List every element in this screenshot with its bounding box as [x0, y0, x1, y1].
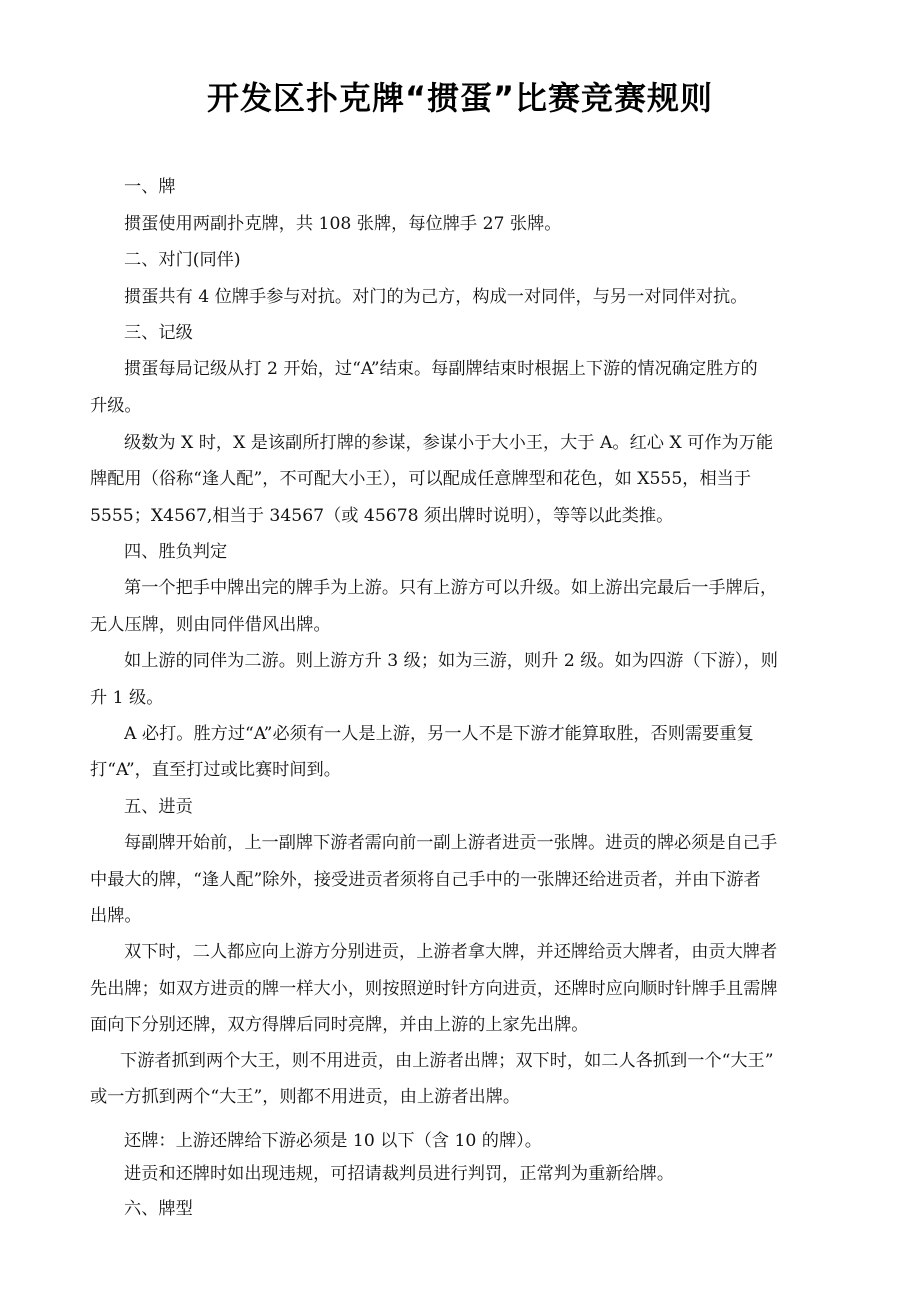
text-line: 双下时，二人都应向上游方分别进贡，上游者拿大牌，并还牌给贡大牌者，由贡大牌者	[124, 942, 778, 962]
text-line: 面向下分别还牌，双方得牌后同时亮牌，并由上游的上家先出牌。	[90, 1015, 589, 1035]
text-line: 掼蛋使用两副扑克牌，共 108 张牌，每位牌手 27 张牌。	[124, 214, 562, 234]
heading-card-types: 六、牌型	[124, 1199, 193, 1219]
text-line: 第一个把手中牌出完的牌手为上游。只有上游方可以升级。如上游出完最后一手牌后，	[124, 578, 778, 598]
text-line: 出牌。	[90, 906, 142, 926]
document-title: 开发区扑克牌“掼蛋”比赛竞赛规则	[206, 79, 714, 117]
heading-partner: 二、对门(同伴)	[124, 250, 241, 270]
text-line: 还牌：上游还牌给下游必须是 10 以下（含 10 的牌）。	[124, 1131, 542, 1151]
text-line: 下游者抓到两个大王，则不用进贡，由上游者出牌；双下时，如二人各抓到一个“大王”	[120, 1051, 774, 1071]
text-line: 掼蛋共有 4 位牌手参与对抗。对门的为己方，构成一对同伴，与另一对同伴对抗。	[124, 287, 748, 307]
text-line: 进贡和还牌时如出现违规，可招请裁判员进行判罚，正常判为重新给牌。	[124, 1164, 675, 1184]
text-line: 级数为 X 时，X 是该副所打牌的参谋，参谋小于大小王，大于 A。红心 X 可作为万能	[124, 433, 774, 453]
text-line: 先出牌；如双方进贡的牌一样大小，则按照逆时针方向进贡，还牌时应向顺时针牌手且需牌	[90, 979, 778, 999]
text-line: 升 1 级。	[90, 688, 164, 708]
text-line: A 必打。胜方过“A”必须有一人是上游，另一人不是下游才能算取胜，否则需要重复	[124, 724, 754, 744]
text-line: 如上游的同伴为二游。则上游方升 3 级；如为三游，则升 2 级。如为四游（下游），则	[124, 651, 778, 671]
text-line: 无人压牌，则由同伴借风出牌。	[90, 615, 331, 635]
heading-level: 三、记级	[124, 323, 193, 343]
heading-cards: 一、牌	[124, 177, 176, 197]
text-line: 中最大的牌，“逢人配”除外，接受进贡者须将自己手中的一张牌还给进贡者，并由下游者	[90, 870, 761, 890]
text-line: 升级。	[90, 396, 142, 416]
text-line: 掼蛋每局记级从打 2 开始，过“A”结束。每副牌结束时根据上下游的情况确定胜方的	[124, 359, 758, 379]
text-line: 每副牌开始前，上一副牌下游者需向前一副上游者进贡一张牌。进贡的牌必须是自己手	[124, 833, 778, 853]
text-line: 或一方抓到两个“大王”，则都不用进贡，由上游者出牌。	[90, 1087, 521, 1107]
text-line: 5555；X4567,相当于 34567（或 45678 须出牌时说明），等等以此类推。	[90, 506, 674, 526]
text-line: 打“A”，直至打过或比赛时间到。	[90, 760, 341, 780]
heading-tribute: 五、进贡	[124, 797, 193, 817]
heading-result: 四、胜负判定	[124, 542, 228, 562]
text-line: 牌配用（俗称“逢人配”，不可配大小王），可以配成任意牌型和花色，如 X555，相当于	[90, 469, 752, 489]
